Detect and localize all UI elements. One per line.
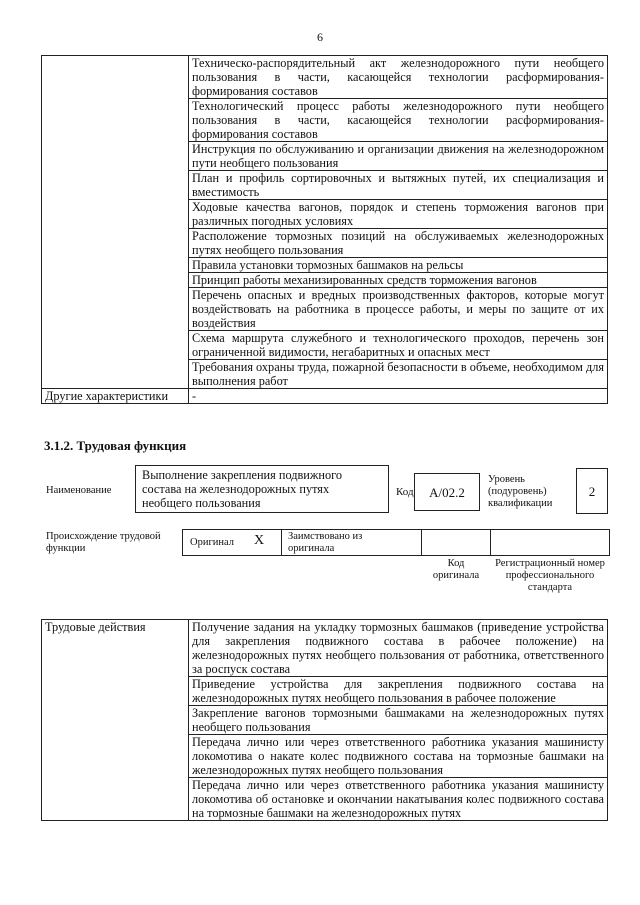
actions-label: Трудовые действия	[42, 620, 189, 821]
code-box	[414, 473, 480, 511]
knowledge-table	[41, 55, 608, 404]
action-item: Передача лично или через ответственного работника указания машинисту локомотива о накате колес подвижного состава на тормозные башмаки на железнодорожных путях необщего пользования	[189, 735, 608, 778]
knowledge-item: Расположение тормозных позиций на обслуживаемых железнодорожных путях необщего пользования	[189, 229, 608, 258]
action-row	[42, 620, 608, 677]
action-item: Приведение устройства для закрепления подвижного состава на железнодорожных путях необщего пользования в рабочее положение	[189, 677, 608, 706]
function-name-box	[135, 465, 389, 513]
knowledge-item: Перечень опасных и вредных производственных факторов, которые могут воздействовать на работника в процессе работы, и меры по защите от их воздействия	[189, 288, 608, 331]
actions-table	[41, 619, 608, 821]
knowledge-label-cell	[42, 56, 189, 389]
page-number: 6	[317, 30, 323, 44]
knowledge-item: Инструкция по обслуживанию и организации движения на железнодорожном пути необщего пользования	[189, 142, 608, 171]
knowledge-item: Принцип работы механизированных средств торможения вагонов	[189, 273, 608, 288]
original-mark: X	[254, 533, 265, 548]
name-label: Наименование	[46, 485, 112, 496]
knowledge-item: Техническо-распорядительный акт железнодорожного пути необщего пользования в части, касающейся технологии расформирования-формирования составов	[189, 56, 608, 99]
level-box	[576, 468, 608, 514]
action-item: Получение задания на укладку тормозных башмаков (приведение устройства для закрепления подвижного состава в рабочее положение) на железнодорожных путях необщего пользования от работника, ответственного за роспуск состава	[189, 620, 608, 677]
knowledge-item: Технологический процесс работы железнодорожного пути необщего пользования в части, касающейся технологии расформирования-формирования составов	[189, 99, 608, 142]
code-label: Код	[396, 486, 414, 498]
other-characteristics-value: -	[189, 389, 608, 404]
knowledge-item: Схема маршрута служебного и технологического проходов, перечень зон ограниченной видимости, негабаритных и опасных мест	[189, 331, 608, 360]
origin-label: Происхождение трудовой функции	[46, 531, 161, 554]
function-name-value: Выполнение закрепления подвижного состава на железнодорожных путях необщего пользования	[142, 468, 342, 510]
code-original-cell	[421, 529, 491, 556]
knowledge-item: Требования охраны труда, пожарной безопасности в объеме, необходимом для выполнения работ	[189, 360, 608, 389]
action-item: Закрепление вагонов тормозными башмаками на железнодорожных путях необщего пользования	[189, 706, 608, 735]
knowledge-item: План и профиль сортировочных и вытяжных путей, их специализация и вместимость	[189, 171, 608, 200]
knowledge-item: Правила установки тормозных башмаков на рельсы	[189, 258, 608, 273]
section-heading: 3.1.2. Трудовая функция	[44, 438, 187, 453]
reg-caption: Регистрационный номер профессионального стандарта	[495, 558, 605, 593]
borrowed-label: Заимствовано из оригинала	[288, 531, 363, 554]
knowledge-item: Ходовые качества вагонов, порядок и степень торможения вагонов при различных погодных условиях	[189, 200, 608, 229]
level-value: 2	[588, 484, 596, 499]
level-label: Уровень (подуровень) квалификации	[488, 474, 553, 509]
other-characteristics-label: Другие характеристики	[42, 389, 189, 404]
knowledge-row	[42, 56, 608, 99]
action-item: Передача лично или через ответственного работника указания машинисту локомотива об остановке и окончании накатывания колес подвижного состава на тормозные башмаки на железнодорожных путях	[189, 778, 608, 821]
code-value: A/02.2	[429, 485, 465, 500]
other-characteristics-row	[42, 389, 608, 404]
code-caption: Код оригинала	[432, 558, 480, 581]
original-label: Оригинал	[190, 537, 234, 548]
